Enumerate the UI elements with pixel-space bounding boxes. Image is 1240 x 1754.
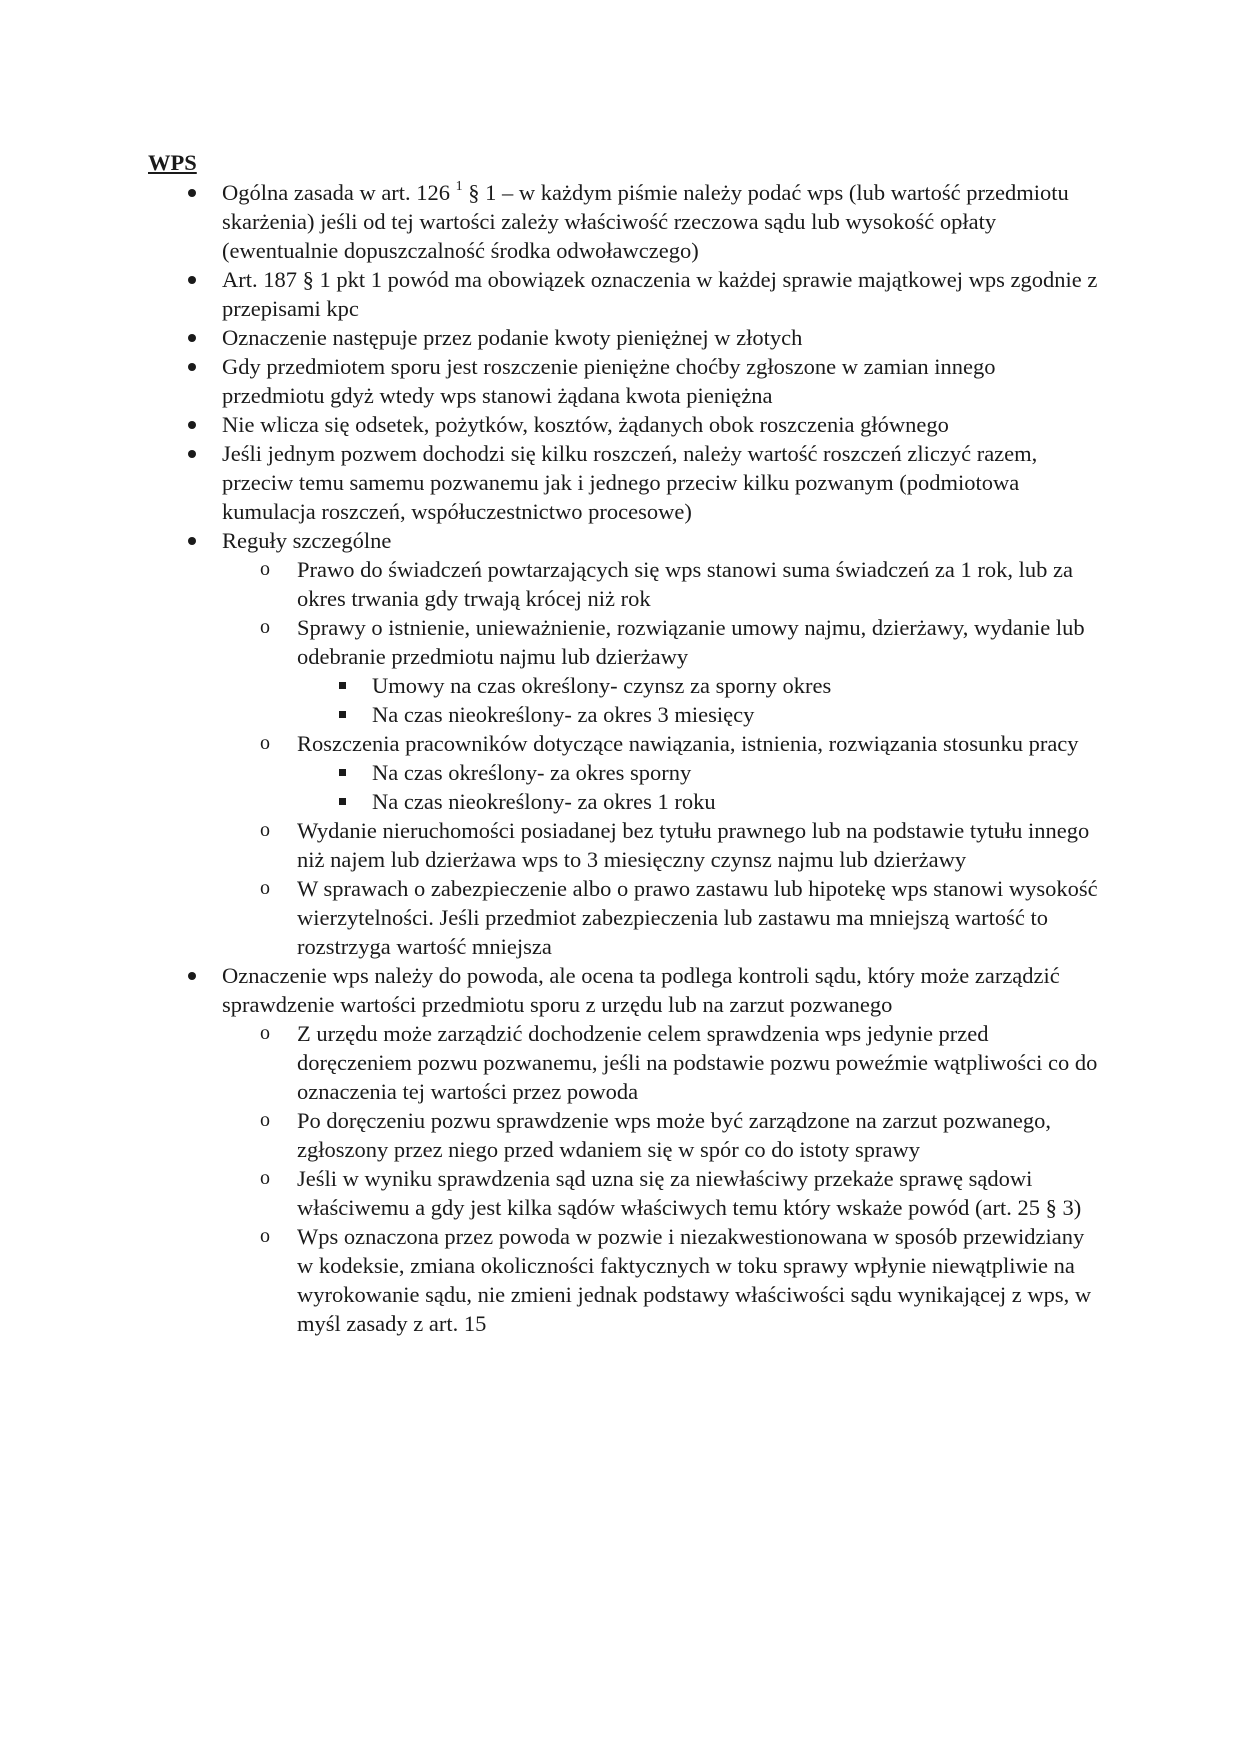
list-item xyxy=(148,439,1098,526)
sub-list-item-text: Sprawy o istnienie, unieważnienie, rozwiązanie umowy najmu, dzierżawy, wydanie lub odebranie przedmiotu najmu lub dzierżawy xyxy=(297,615,1085,669)
sub-list-item-text: Prawo do świadczeń powtarzających się wps stanowi suma świadczeń za 1 rok, lub za okres trwania gdy trwają krócej niż rok xyxy=(297,557,1073,611)
list-item-text: Ogólna zasada w art. 126 xyxy=(222,180,456,205)
sub-sub-list-item-text: Na czas nieokreślony- za okres 1 roku xyxy=(372,789,716,814)
hollow-bullet-icon: o xyxy=(260,819,270,841)
sub-list-item xyxy=(222,816,1098,874)
sub-sub-list-item xyxy=(297,700,1098,729)
sub-sub-list xyxy=(297,671,1098,729)
hollow-bullet-icon: o xyxy=(260,732,270,754)
sub-list-item xyxy=(222,1019,1098,1106)
bullet-icon xyxy=(188,537,196,545)
square-bullet-icon xyxy=(339,798,346,805)
sub-list xyxy=(222,555,1098,961)
square-bullet-icon xyxy=(339,711,346,718)
list-item xyxy=(148,323,1098,352)
sub-list-item xyxy=(222,874,1098,961)
bullet-icon xyxy=(188,421,196,429)
hollow-bullet-icon: o xyxy=(260,558,270,580)
sub-list-item-text: Z urzędu może zarządzić dochodzenie celem sprawdzenia wps jedynie przed doręczeniem pozwu pozwanemu, jeśli na podstawie pozwu poweźmie wątpliwości co do oznaczenia tej wartości przez powoda xyxy=(297,1021,1098,1104)
sub-list-item-text: Wps oznaczona przez powoda w pozwie i niezakwestionowana w sposób przewidziany w kodeksie, zmiana okoliczności faktycznych w toku sprawy wpłynie niewątpliwie na wyrokowanie sądu, nie zmieni jednak podstawy właściwości sądu wynikającej z wps, w myśl zasady z art. 15 xyxy=(297,1224,1092,1336)
bullet-icon xyxy=(188,276,196,284)
list-item xyxy=(148,410,1098,439)
square-bullet-icon xyxy=(339,769,346,776)
bullet-icon xyxy=(188,972,196,980)
hollow-bullet-icon: o xyxy=(260,1109,270,1131)
list-item xyxy=(148,178,1098,265)
sub-list-item xyxy=(222,729,1098,816)
superscript: 1 xyxy=(455,178,463,194)
hollow-bullet-icon: o xyxy=(260,877,270,899)
hollow-bullet-icon: o xyxy=(260,1225,270,1247)
sub-list xyxy=(222,1019,1098,1338)
list-item xyxy=(148,526,1098,961)
list-item xyxy=(148,352,1098,410)
sub-list-item-text: Jeśli w wyniku sprawdzenia sąd uzna się za niewłaściwy przekaże sprawę sądowi właściwemu a gdy jest kilka sądów właściwych temu który wskaże powód (art. 25 § 3) xyxy=(297,1166,1082,1220)
hollow-bullet-icon: o xyxy=(260,616,270,638)
main-list xyxy=(148,178,1098,1338)
bullet-icon xyxy=(188,363,196,371)
sub-sub-list-item-text: Na czas nieokreślony- za okres 3 miesięcy xyxy=(372,702,755,727)
list-item-text: Gdy przedmiotem sporu jest roszczenie pieniężne choćby zgłoszone w zamian innego przedmiotu gdyż wtedy wps stanowi żądana kwota pieniężna xyxy=(222,354,996,408)
sub-list-item xyxy=(222,1222,1098,1338)
sub-list-item-text: Roszczenia pracowników dotyczące nawiązania, istnienia, rozwiązania stosunku pracy xyxy=(297,731,1079,756)
list-item-text: Oznaczenie następuje przez podanie kwoty pieniężnej w złotych xyxy=(222,325,803,350)
list-item xyxy=(148,265,1098,323)
sub-sub-list xyxy=(297,758,1098,816)
sub-list-item xyxy=(222,555,1098,613)
sub-list-item xyxy=(222,1106,1098,1164)
sub-list-item xyxy=(222,1164,1098,1222)
list-item xyxy=(148,961,1098,1338)
list-item-text: Oznaczenie wps należy do powoda, ale ocena ta podlega kontroli sądu, który może zarządzić sprawdzenie wartości przedmiotu sporu z urzędu lub na zarzut pozwanego xyxy=(222,963,1060,1017)
sub-list-item-text: W sprawach o zabezpieczenie albo o prawo zastawu lub hipotekę wps stanowi wysokość wierzytelności. Jeśli przedmiot zabezpieczenia lub zastawu ma mniejszą wartość to rozstrzyga wartość mniejsza xyxy=(297,876,1098,959)
page-title: WPS xyxy=(148,150,197,175)
list-item-text: Nie wlicza się odsetek, pożytków, kosztów, żądanych obok roszczenia głównego xyxy=(222,412,949,437)
sub-sub-list-item-text: Umowy na czas określony- czynsz za sporny okres xyxy=(372,673,832,698)
sub-sub-list-item xyxy=(297,787,1098,816)
list-item-text: § 1 – w każdym piśmie należy podać wps (lub wartość przedmiotu skarżenia) jeśli od tej wartości zależy właściwość rzeczowa sądu lub wysokość opłaty (ewentualnie dopuszczalność środka odwoławczego) xyxy=(222,180,1069,263)
sub-sub-list-item xyxy=(297,758,1098,787)
sub-sub-list-item xyxy=(297,671,1098,700)
hollow-bullet-icon: o xyxy=(260,1022,270,1044)
sub-list-item-text: Wydanie nieruchomości posiadanej bez tytułu prawnego lub na podstawie tytułu innego niż najem lub dzierżawa wps to 3 miesięczny czynsz najmu lub dzierżawy xyxy=(297,818,1090,872)
square-bullet-icon xyxy=(339,682,346,689)
sub-list-item-text: Po doręczeniu pozwu sprawdzenie wps może być zarządzone na zarzut pozwanego, zgłoszony przez niego przed wdaniem się w spór co do istoty sprawy xyxy=(297,1108,1052,1162)
sub-list-item xyxy=(222,613,1098,729)
bullet-icon xyxy=(188,334,196,342)
hollow-bullet-icon: o xyxy=(260,1167,270,1189)
sub-sub-list-item-text: Na czas określony- za okres sporny xyxy=(372,760,692,785)
bullet-icon xyxy=(188,450,196,458)
list-item-text: Art. 187 § 1 pkt 1 powód ma obowiązek oznaczenia w każdej sprawie majątkowej wps zgodnie z przepisami kpc xyxy=(222,267,1098,321)
list-item-text: Reguły szczególne xyxy=(222,528,392,553)
list-item-text: Jeśli jednym pozwem dochodzi się kilku roszczeń, należy wartość roszczeń zliczyć razem, przeciw temu samemu pozwanemu jak i jednego przeciw kilku pozwanym (podmiotowa kumulacja roszczeń, współuczestnictwo procesowe) xyxy=(222,441,1038,524)
bullet-icon xyxy=(188,189,196,197)
